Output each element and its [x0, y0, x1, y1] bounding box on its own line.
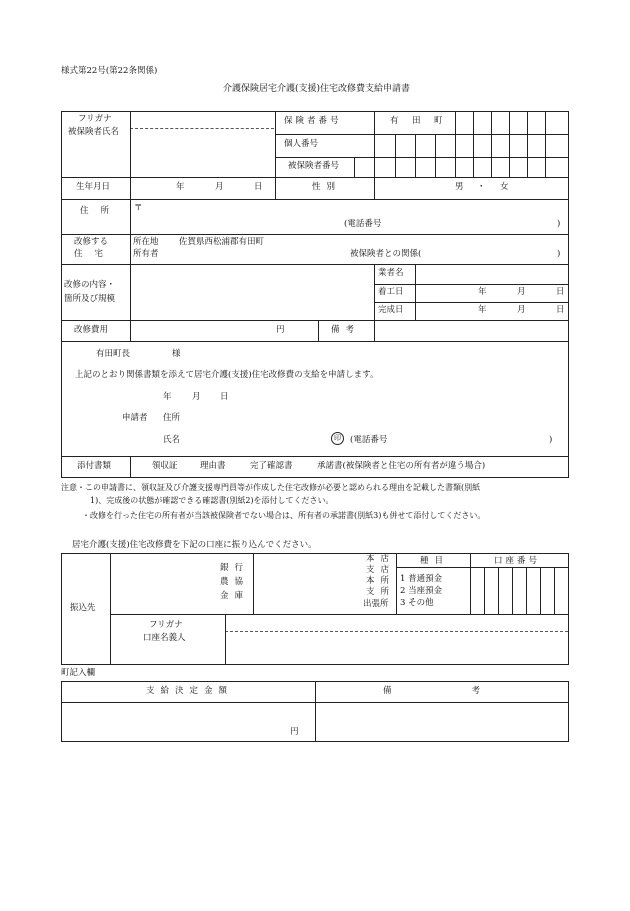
gender-male[interactable]: 男	[455, 182, 464, 192]
personal-number-label: 個人番号	[284, 139, 319, 149]
attachment-reason: 理由書	[200, 461, 226, 471]
insured-name-input[interactable]	[131, 130, 274, 176]
relation-close: )	[557, 249, 561, 259]
furigana-label: フリガナ	[78, 114, 112, 124]
insurer-number-label: 保険者番号	[284, 116, 342, 126]
seal-mark: 印	[331, 432, 344, 445]
branch-branch: 支店	[366, 565, 396, 575]
town-remarks-header: 備考	[383, 686, 561, 696]
address-label: 住所	[80, 206, 122, 216]
location-value: 佐賀県西松浦郡有田町	[179, 237, 265, 247]
note-line-2: 1)、完成後の状態が確認できる確認書(別紙2)を添付してください。	[90, 496, 334, 505]
cost-yen: 円	[276, 325, 285, 335]
addressee: 有田町長	[96, 349, 131, 359]
town-char-3: 町	[434, 116, 443, 126]
birth-day: 日	[254, 182, 263, 192]
applicant-label: 申請者	[122, 413, 148, 423]
attachments-label: 添付書類	[77, 461, 112, 471]
branch-sub: 支所	[366, 587, 396, 597]
institution-credit: 金庫	[220, 591, 250, 601]
gender-label: 性別	[312, 182, 342, 192]
owner-label: 所有者	[133, 249, 159, 259]
note-line-1: 注意・この申請書に、領収証及び介護支援専門員等が作成した住宅改修が必要と認められる理由を記載した書類(別紙	[61, 483, 481, 492]
attachment-consent: 承諾書(被保険者と住宅の所有者が違う場合)	[317, 461, 486, 471]
residence-label-2: 住宅	[74, 249, 116, 259]
form-number: 様式第22号(第22条関係)	[61, 66, 158, 76]
start-year: 年	[478, 287, 487, 297]
branch-sub-office: 出張所	[363, 599, 389, 609]
completion-day: 日	[556, 305, 565, 315]
completion-year: 年	[478, 305, 487, 315]
renovation-label-1: 改修の内容・	[64, 280, 116, 290]
contractor-label: 業者名	[378, 268, 404, 278]
account-holder-label: 口座名義人	[143, 633, 186, 643]
gender-separator: ・	[477, 182, 486, 192]
account-type-ordinary[interactable]: 1 普通預金	[400, 574, 443, 584]
location-label: 所在地	[133, 237, 159, 247]
honorific: 様	[172, 349, 181, 359]
insured-name-label: 被保険者氏名	[68, 127, 120, 137]
application-statement: 上記のとおり関係書類を添えて居宅介護(支援)住宅改修費の支給を申請します。	[75, 370, 379, 380]
institution-bank: 銀行	[220, 563, 250, 573]
attachment-completion: 完了確認書	[250, 461, 293, 471]
birth-date-label: 生年月日	[76, 182, 111, 192]
gender-female[interactable]: 女	[500, 182, 509, 192]
relation-label: 被保険者との関係(	[350, 249, 422, 259]
application-day: 日	[220, 392, 229, 402]
completion-date-label: 完成日	[378, 305, 404, 315]
cost-label: 改修費用	[74, 325, 109, 335]
application-month: 月	[192, 392, 201, 402]
town-section-label: 町記入欄	[61, 668, 96, 678]
applicant-phone-label: (電話番号	[350, 435, 388, 445]
amount-header: 支給決定金額	[146, 686, 234, 696]
branch-main: 本所	[366, 576, 396, 586]
start-day: 日	[556, 287, 565, 297]
transfer-label: 振込先	[70, 603, 96, 613]
address-phone-label: (電話番号	[344, 219, 382, 229]
cost-remarks-label: 備考	[331, 325, 361, 335]
institution-agri: 農協	[220, 577, 250, 587]
applicant-name-label: 氏名	[163, 435, 181, 445]
bank-intro: 居宅介護(支援)住宅改修費を下記の口座に振り込んでください。	[72, 540, 317, 550]
birth-year: 年	[176, 182, 185, 192]
amount-yen: 円	[290, 727, 299, 737]
start-month: 月	[517, 287, 526, 297]
account-type-current[interactable]: 2 当座預金	[400, 586, 443, 596]
holder-furigana-label: フリガナ	[149, 620, 183, 630]
applicant-phone-close: )	[549, 435, 553, 445]
postal-mark: 〒	[134, 203, 143, 213]
renovation-details-input[interactable]	[131, 266, 373, 319]
account-number-header: 口座番号	[494, 556, 541, 566]
residence-label-1: 改修する	[74, 237, 109, 247]
application-year: 年	[163, 392, 172, 402]
furigana-input[interactable]	[131, 113, 274, 128]
start-date-label: 着工日	[378, 287, 404, 297]
renovation-label-2: 箇所及び規模	[64, 294, 116, 304]
page-title: 介護保険居宅介護(支援)住宅改修費支給申請書	[223, 84, 411, 94]
applicant-address-label: 住所	[163, 413, 181, 423]
address-phone-close: )	[557, 219, 561, 229]
town-char-1: 有	[390, 116, 399, 126]
note-line-3: ・改修を行った住宅の所有者が当該被保険者でない場合は、所有者の承諾書(別紙3)も併せて添付してください。	[82, 511, 486, 520]
branch-head-office: 本店	[366, 554, 396, 564]
insured-number-label: 被保険者番号	[288, 161, 340, 171]
town-char-2: 田	[412, 116, 421, 126]
completion-month: 月	[517, 305, 526, 315]
account-type-other[interactable]: 3 その他	[400, 598, 434, 608]
attachment-receipt: 領収証	[152, 461, 178, 471]
account-type-header: 種目	[420, 556, 450, 566]
birth-month: 月	[215, 182, 224, 192]
